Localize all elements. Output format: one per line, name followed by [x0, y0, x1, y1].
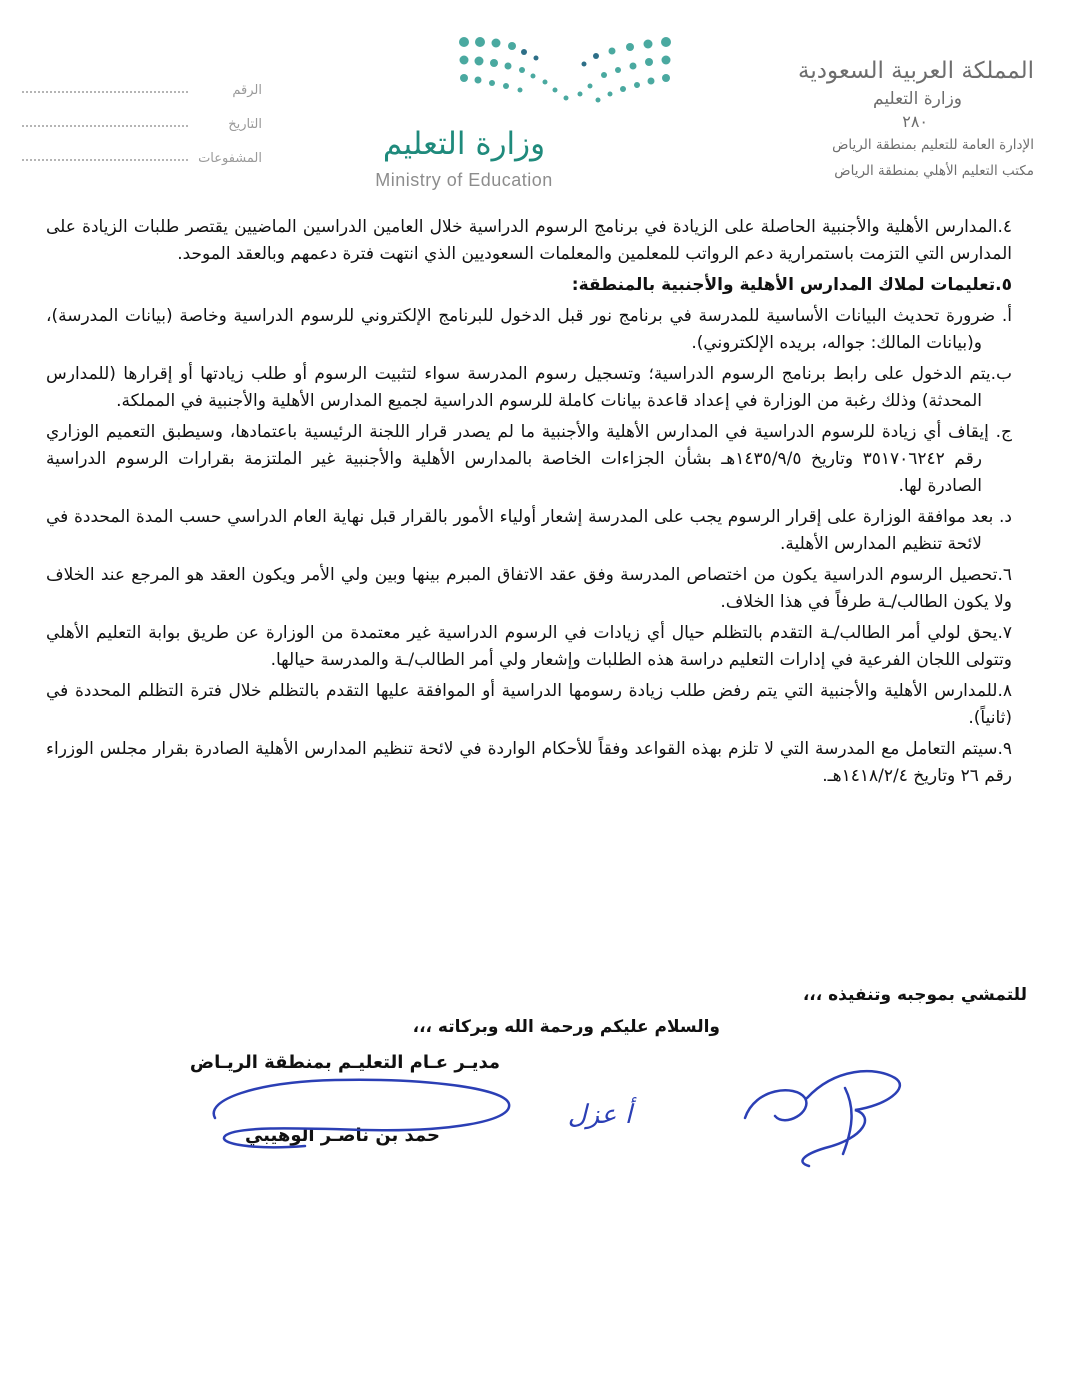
item-5a: أ. ضرورة تحديث البيانات الأساسية للمدرسة في برنامج نور قبل الدخول للبرنامج الإلكتروني للرسوم الدراسية وخاصة (بيانات المدرسة)، و(بيانات المالك: جواله، بريده الإلكتروني).	[46, 306, 1012, 353]
logo-english: Ministry of Education	[375, 170, 553, 190]
item-8: ٨.للمدارس الأهلية والأجنبية التي يتم رفض طلب زيادة رسومها الدراسية أو الموافقة عليها التقدم بالتظلم خلال فترة التظلم المحددة في (ثانياً).	[46, 681, 1012, 728]
closing-line: للتمشي بموجبه وتنفيذه ،،،	[802, 985, 1027, 1005]
signer-name: حمد بن ناصـر الوهيبي	[244, 1125, 440, 1146]
handwritten-note: أ عزل	[567, 1100, 632, 1130]
date-label: التاريخ	[228, 117, 262, 132]
ref-label: الرقم	[232, 83, 262, 98]
letter-number: ٢٨٠	[902, 112, 928, 131]
ministry-logo	[340, 30, 690, 200]
logo-arabic: وزارة التعليم	[382, 126, 546, 162]
ref-field	[22, 64, 262, 98]
item-9: ٩.سيتم التعامل مع المدرسة التي لا تلزم بهذه القواعد وفقاً للأحكام الواردة في لائحة تنظيم المدارس الأهلية الصادرة بقرار مجلس الوزراء رقم ٢٦ وتاريخ ١٤١٨/٢/٤هـ.	[46, 739, 1012, 786]
greeting-line: والسلام عليكم ورحمة الله وبركاته ،،،	[412, 1017, 720, 1037]
department-name: الإدارة العامة للتعليم بمنطقة الرياض	[832, 137, 1034, 153]
item-7: ٧.يحق لولي أمر الطالب/ـة التقدم بالتظلم حيال أي زيادات في الرسوم الدراسية غير معتمدة من الوزارة عن طريق بوابة التعليم الأهلي وتتولى اللجان الفرعية في إدارات التعليم دراسة هذه الطلبات وإشعار ولي أمر الطالب/ـة والمدرسة حيالها.	[46, 623, 1012, 670]
kingdom-name: المملكة العربية السعودية	[798, 58, 1034, 84]
office-name: مكتب التعليم الأهلي بمنطقة الرياض	[834, 163, 1034, 179]
date-dots	[22, 125, 188, 127]
item-5d: د. بعد موافقة الوزارة على إقرار الرسوم يجب على المدرسة إشعار أولياء الأمور بالقرار قبل نهاية العام الدراسي حسب المدة المحددة في لائحة تنظيم المدارس الأهلية.	[46, 507, 1012, 554]
signature-scribble	[725, 1058, 925, 1173]
item-5b: ب.يتم الدخول على رابط برنامج الرسوم الدراسية؛ وتسجيل رسوم المدرسة سواء لتثبيت الرسوم أو طلب زيادتها أو إقرارها (للمدارس المحدثة) وذلك رغبة من الوزارة في إعداد قاعدة بيانات كاملة للرسوم الدراسية لجميع المدارس الأهلية والأجنبية في المملكة.	[46, 364, 1012, 411]
director-title: مديـر عـام التعليـم بمنطقة الريـاض	[189, 1052, 500, 1073]
letterhead-fields	[22, 64, 262, 166]
attachments-dots	[22, 159, 188, 161]
attachments-label: المشفوعات	[198, 151, 262, 166]
ref-dots	[22, 91, 188, 93]
item-5-heading: ٥.تعليمات لملاك المدارس الأهلية والأجنبية بالمنطقة:	[571, 275, 1012, 295]
item-6: ٦.تحصيل الرسوم الدراسية يكون من اختصاص المدرسة وفق عقد الاتفاق المبرم بينها وبين ولي الأمر ويكون العقد هو المرجع عند الخلاف ولا يكون الطالب/ـة طرفاً في هذا الخلاف.	[46, 565, 1012, 612]
letter-body	[46, 214, 1012, 794]
attachments-field	[22, 132, 262, 166]
logo-dots-icon	[340, 30, 690, 130]
ministry-name: وزارة التعليم	[873, 89, 962, 109]
item-5c: ج. إيقاف أي زيادة للرسوم الدراسية في المدارس الأهلية والأجنبية ما لم يصدر قرار اللجنة الرئيسية باعتمادها، وسيطبق التعميم الوزاري رقم ٣٥١٧٠٦٢٤٢ وتاريخ ١٤٣٥/٩/٥هـ بشأن الجزاءات الخاصة بالمدارس الأهلية والأجنبية غير الملتزمة بقرارات الرسوم الدراسية الصادرة لها.	[46, 422, 1012, 496]
letterhead-right	[734, 56, 1034, 184]
date-field	[22, 98, 262, 132]
item-4: ٤.المدارس الأهلية والأجنبية الحاصلة على الزيادة في برنامج الرسوم الدراسية خلال العامين الدراسين الماضيين يقتصر طلبات الزيادة على المدارس التي التزمت باستمرارية دعم الرواتب للمعلمين والمعلمات السعوديين الذي انتهت فترة دعمهم وبالعقد الموحد.	[46, 217, 1012, 264]
signature-loop	[195, 1070, 525, 1160]
